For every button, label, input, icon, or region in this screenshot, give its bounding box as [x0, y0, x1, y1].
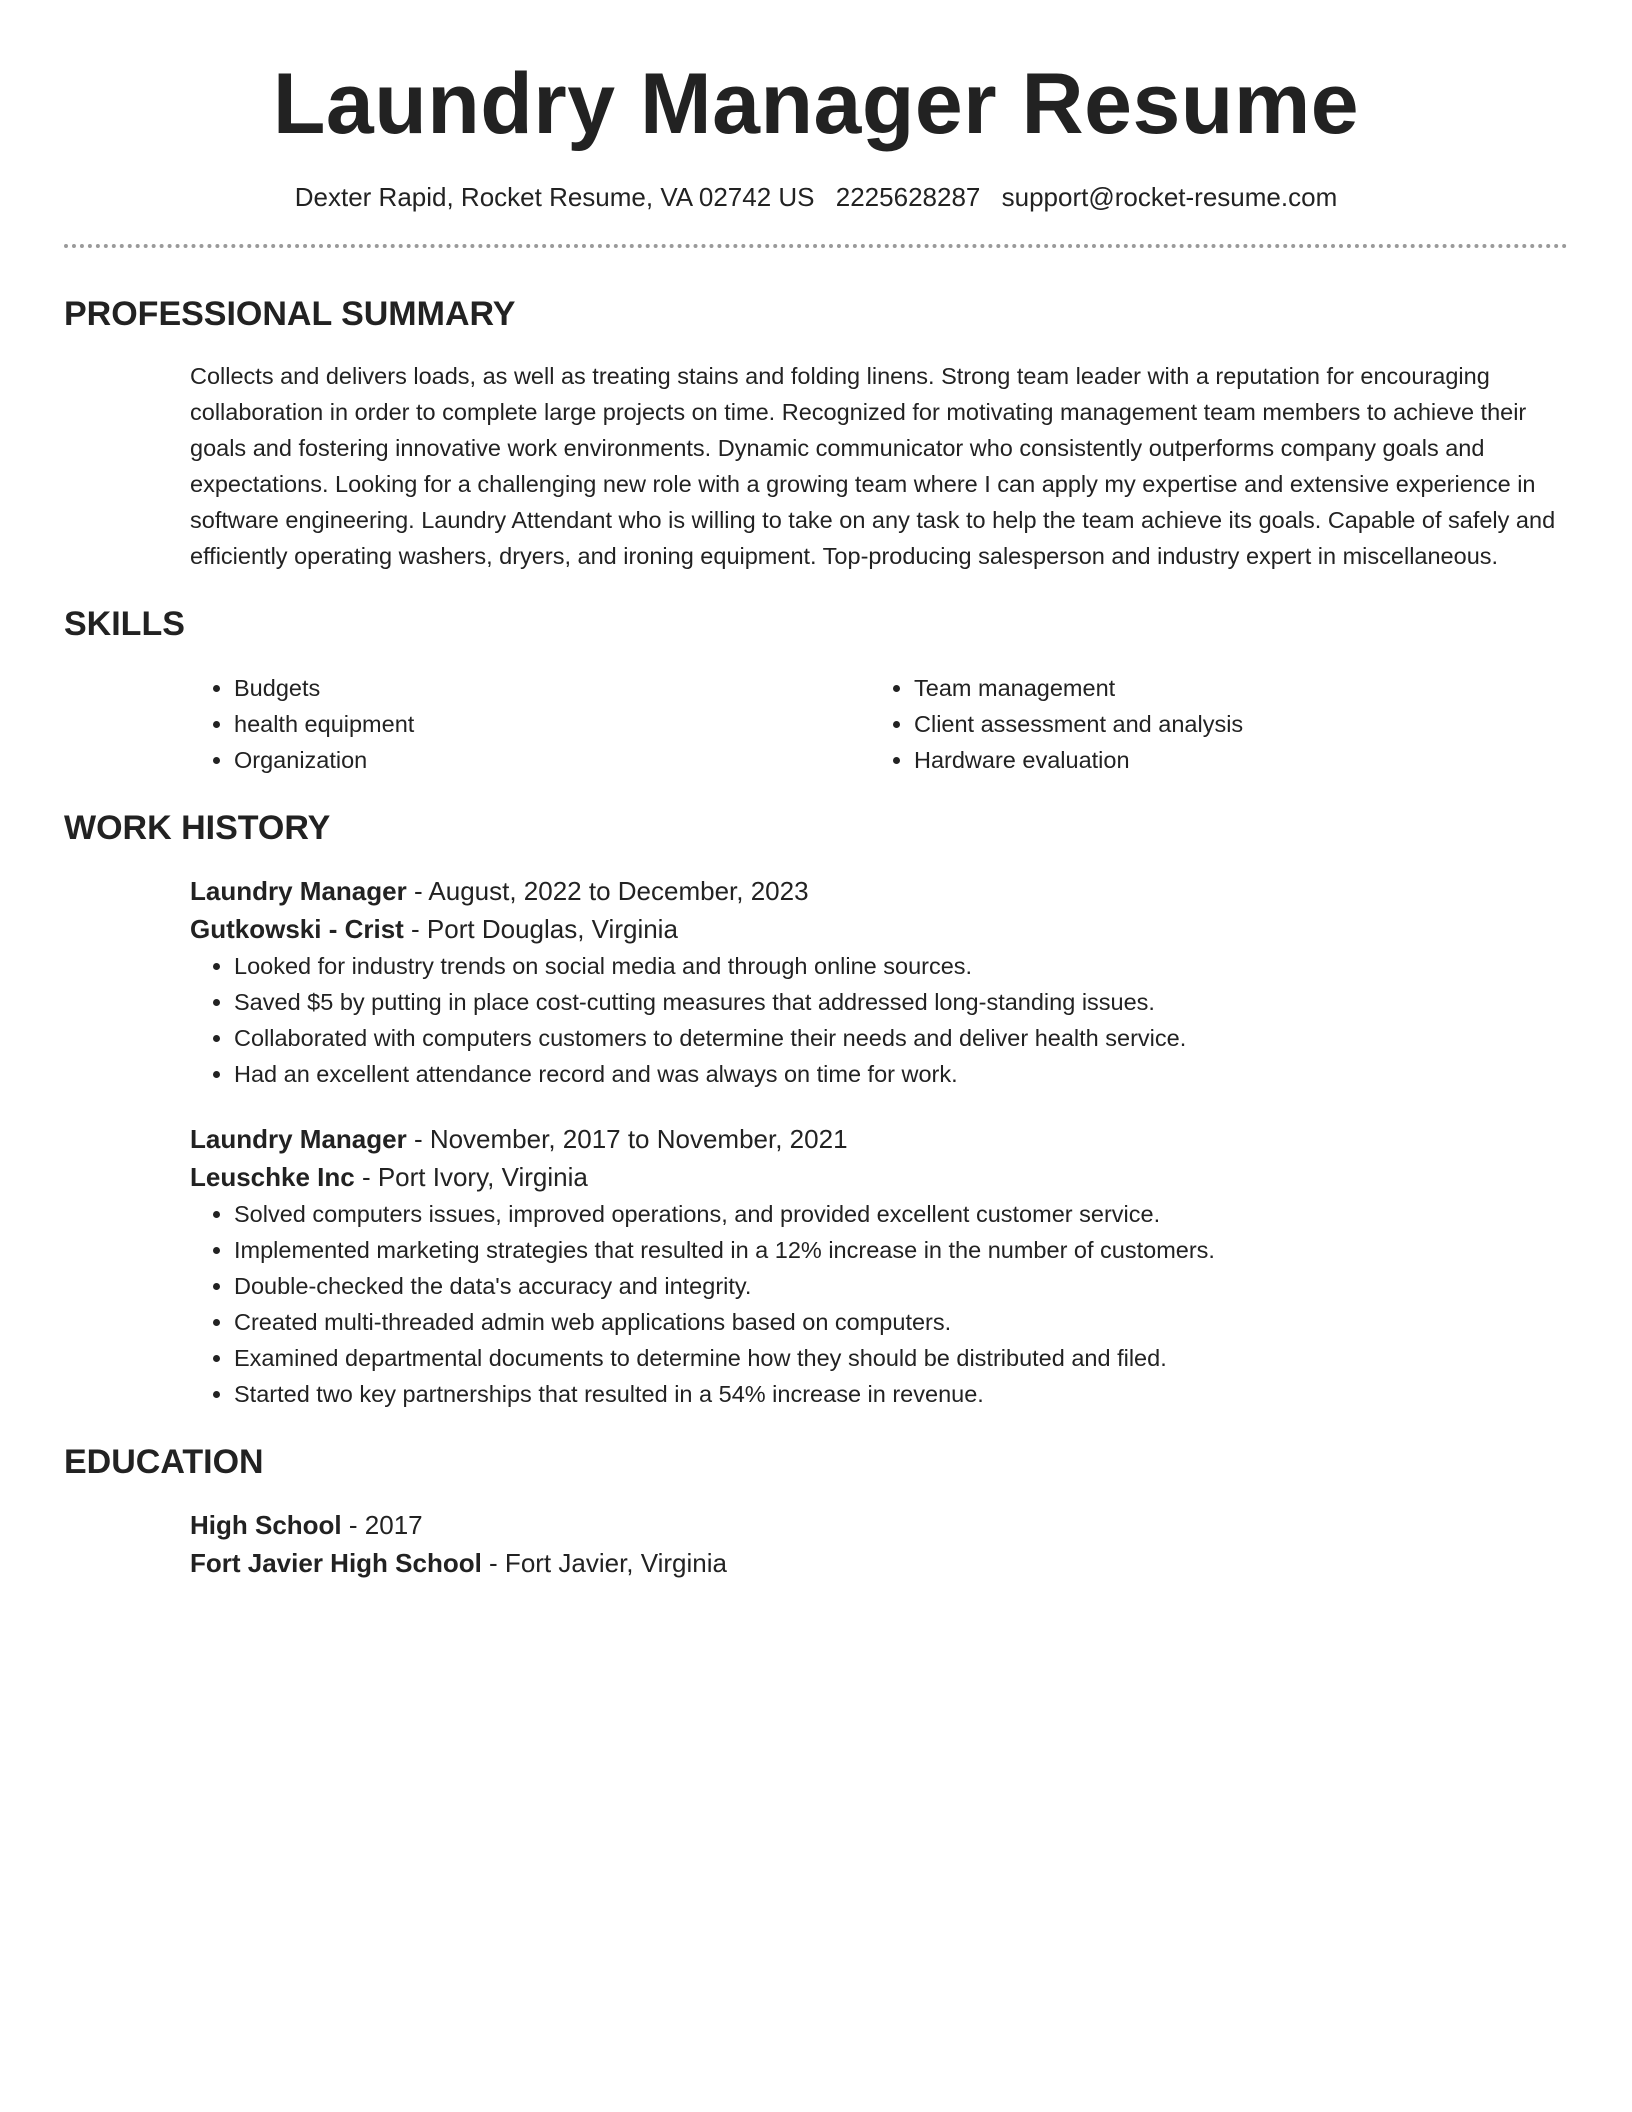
job-entry: [190, 1120, 1568, 1412]
work-history-heading: WORK HISTORY: [64, 809, 331, 847]
job-title-line: [190, 872, 1568, 910]
education-entry: [190, 1506, 1568, 1582]
job-bullet: • Started two key partnerships that resulted in a 54% increase in revenue.: [234, 1376, 1568, 1412]
skills-list-left: [190, 670, 870, 778]
job-bullet: • Implemented marketing strategies that resulted in a 12% increase in the number of customers.: [234, 1232, 1568, 1268]
resume-page: [64, 0, 1568, 1582]
job-company-line: [190, 1158, 1568, 1196]
job-bullet: • Looked for industry trends on social media and through online sources.: [234, 948, 1568, 984]
education-school-line: [190, 1544, 1568, 1582]
job-company: Gutkowski - Crist: [190, 914, 404, 944]
education-year: - 2017: [341, 1510, 423, 1540]
job-bullet: • Collaborated with computers customers to determine their needs and deliver health service.: [234, 1020, 1568, 1056]
job-dates: - November, 2017 to November, 2021: [406, 1124, 848, 1154]
job-bullet: • Created multi-threaded admin web applications based on computers.: [234, 1304, 1568, 1340]
education-degree-line: [190, 1506, 1568, 1544]
summary-text: Collects and delivers loads, as well as treating stains and folding linens. Strong team leader with a reputation for encouraging collaboration in order to complete large projects on time. Recognized for motivating management team members to achieve their goals and fostering innovative work environments. Dynamic communicator who consistently outperforms company goals and expectations. Looking for a challenging new role with a growing team where I can apply my expertise and extensive experience in software engineering. Laundry Attendant who is willing to take on any task to help the team achieve its goals. Capable of safely and efficiently operating washers, dryers, and ironing equipment. Top-producing salesperson and industry expert in miscellaneous.: [190, 363, 1556, 569]
education-heading: EDUCATION: [64, 1443, 264, 1481]
job-bullet: • Double-checked the data's accuracy and integrity.: [234, 1268, 1568, 1304]
job-entry: [190, 872, 1568, 1092]
header-divider: [64, 244, 1568, 248]
education-degree: High School: [190, 1510, 342, 1540]
job-location: - Port Douglas, Virginia: [403, 914, 678, 944]
job-title-line: [190, 1120, 1568, 1158]
contact-email: support@rocket-resume.com: [1001, 182, 1338, 212]
job-company: Leuschke Inc: [190, 1162, 355, 1192]
job-dates: - August, 2022 to December, 2023: [406, 876, 809, 906]
skill-item: • Client assessment and analysis: [914, 706, 1550, 742]
contact-address: Dexter Rapid, Rocket Resume, VA 02742 US: [294, 182, 815, 212]
skill-item: • health equipment: [234, 706, 870, 742]
education-school: Fort Javier High School: [190, 1548, 482, 1578]
skill-item: • Organization: [234, 742, 870, 778]
skills-list-right: [870, 670, 1550, 778]
skill-item: • Budgets: [234, 670, 870, 706]
job-bullet: • Solved computers issues, improved operations, and provided excellent customer service.: [234, 1196, 1568, 1232]
job-bullet: • Examined departmental documents to determine how they should be distributed and filed.: [234, 1340, 1568, 1376]
resume-title: Laundry Manager Resume: [272, 56, 1360, 152]
contact-line: [64, 180, 1568, 214]
job-bullets: [190, 948, 1568, 1092]
contact-phone: 2225628287: [835, 182, 981, 212]
job-title: Laundry Manager: [190, 1124, 407, 1154]
education-location: - Fort Javier, Virginia: [481, 1548, 727, 1578]
skill-item: • Team management: [914, 670, 1550, 706]
skills-heading: SKILLS: [64, 605, 185, 643]
job-bullet: • Saved $5 by putting in place cost-cutting measures that addressed long-standing issues.: [234, 984, 1568, 1020]
job-title: Laundry Manager: [190, 876, 407, 906]
skill-item: • Hardware evaluation: [914, 742, 1550, 778]
job-bullet: • Had an excellent attendance record and was always on time for work.: [234, 1056, 1568, 1092]
job-bullets: [190, 1196, 1568, 1412]
skills-grid: [190, 670, 1568, 778]
job-company-line: [190, 910, 1568, 948]
job-location: - Port Ivory, Virginia: [354, 1162, 588, 1192]
summary-heading: PROFESSIONAL SUMMARY: [64, 295, 516, 333]
